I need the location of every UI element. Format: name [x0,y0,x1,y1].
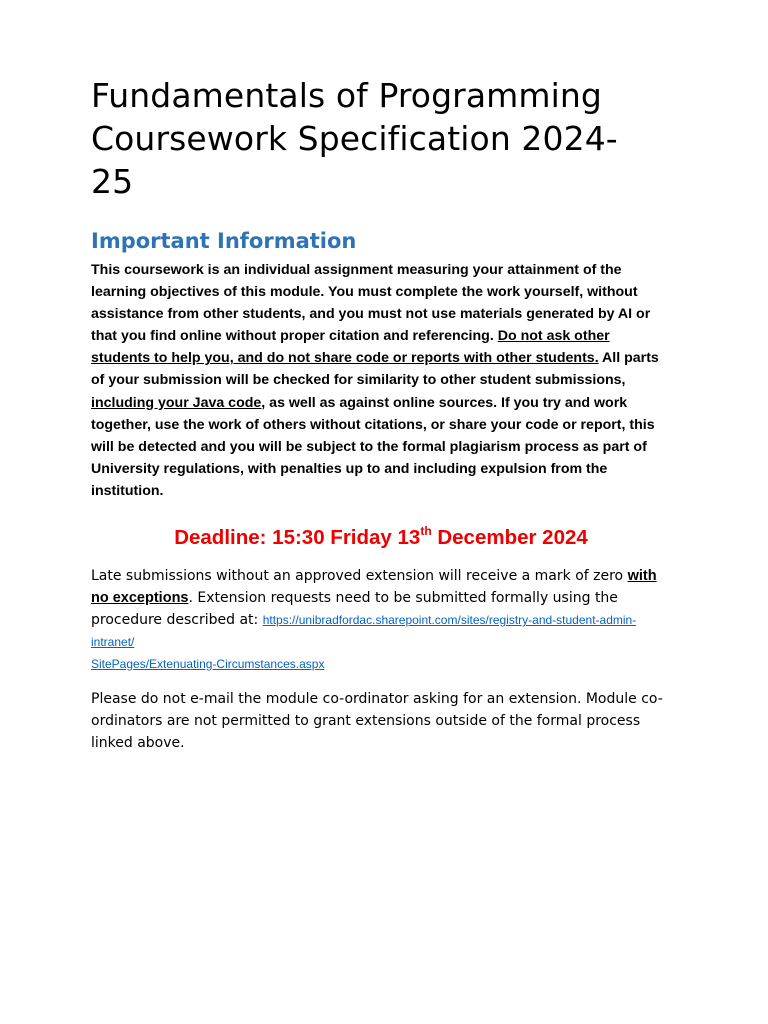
deadline-ordinal: th [420,524,432,539]
late-text-1: Late submissions without an approved extension will receive a mark of zero [91,568,628,585]
contact-paragraph: Please do not e-mail the module co-ordinator asking for an extension. Module co-ordinators are not permitted to grant extensions outside of the formal process linked above. [91,691,663,752]
deadline [91,524,671,552]
document-title [91,74,671,203]
integrity-text-2: All parts of your submission will be checked for similarity to other student submissions, [91,350,659,389]
integrity-warning-underlined: Do not ask other students to help you, and do not share code or reports with other students. [91,328,610,367]
late-text-2: . Extension requests need to be submitted formally using the procedure described at: [91,590,618,629]
link-line-2[interactable]: SitePages/Extenuating-Circumstances.aspx [91,657,325,672]
title-line-2: Coursework Specification 2024- [91,119,618,158]
link-line-1[interactable]: https://unibradfordac.sharepoint.com/sites/registry-and-student-admin-intranet/ [91,613,637,650]
document-page [91,74,671,754]
java-code-underlined: including your Java code, [91,394,266,411]
integrity-text-3: as well as against online sources. If you try and work together, use the work of others without citations, or share your code or report, this will be detected and you will be subject to the formal plagiarism process as part of University regulations, with penalties up to and including expulsion from the institution. [91,394,655,499]
title-line-3: 25 [91,162,134,201]
integrity-text-1: This coursework is an individual assignment measuring your attainment of the learning objectives of this module. You must complete the work yourself, without assistance from other students, and you must not use materials generated by AI or that you find online without proper citation and referencing. [91,262,651,345]
title-line-1: Fundamentals of Programming [91,76,602,115]
integrity-paragraph [91,259,671,502]
deadline-prefix: Deadline: 15:30 Friday 13 [174,526,421,550]
deadline-suffix: December 2024 [431,526,588,550]
important-information-heading: Important Information [91,229,357,253]
no-exceptions-emphasis: with no exceptions [91,568,657,607]
late-submission-paragraph [91,565,671,675]
